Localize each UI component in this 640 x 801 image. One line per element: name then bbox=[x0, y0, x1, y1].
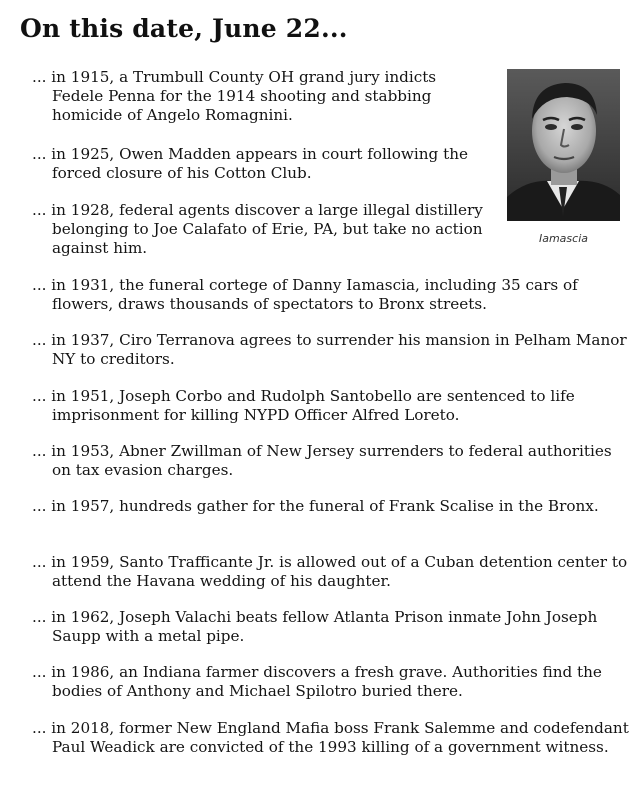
portrait-photo bbox=[507, 69, 620, 221]
entry-1951: ... in 1951, Joseph Corbo and Rudolph Santobello are sentenced to life imprisonment for killing NYPD Officer Alfred Loreto. bbox=[32, 387, 575, 424]
entry-1925: ... in 1925, Owen Madden appears in court following the forced closure of his Cotton Club. bbox=[32, 145, 468, 182]
entry-1915: ... in 1915, a Trumbull County OH grand jury indicts Fedele Penna for the 1914 shooting and stabbing homicide of Angelo Romagnini. bbox=[32, 68, 437, 124]
entry-1962: ... in 1962, Joseph Valachi beats fellow Atlanta Prison inmate John Joseph Saupp with a metal pipe. bbox=[32, 608, 598, 645]
entry-1937: ... in 1937, Ciro Terranova agrees to surrender his mansion in Pelham Manor NY to creditors. bbox=[32, 331, 627, 368]
entry-1928: ... in 1928, federal agents discover a large illegal distillery belonging to Joe Calafato of Erie, PA, but take no action against him. bbox=[32, 201, 483, 257]
entry-2018: ... in 2018, former New England Mafia boss Frank Salemme and codefendant Paul Weadick are convicted of the 1993 killing of a government witness. bbox=[32, 719, 629, 756]
photo-caption: Iamascia bbox=[538, 232, 589, 245]
entry-1959: ... in 1959, Santo Trafficante Jr. is allowed out of a Cuban detention center to attend the Havana wedding of his daughter. bbox=[32, 553, 628, 590]
entry-1986: ... in 1986, an Indiana farmer discovers a fresh grave. Authorities find the bodies of Anthony and Michael Spilotro buried there. bbox=[32, 663, 602, 700]
portrait-illustration bbox=[507, 69, 620, 221]
entry-1957: ... in 1957, hundreds gather for the funeral of Frank Scalise in the Bronx. bbox=[32, 497, 599, 515]
entry-1953: ... in 1953, Abner Zwillman of New Jersey surrenders to federal authorities on tax evasion charges. bbox=[32, 442, 612, 479]
entry-1931: ... in 1931, the funeral cortege of Danny Iamascia, including 35 cars of flowers, draws thousands of spectators to Bronx streets. bbox=[32, 276, 578, 313]
page-title: On this date, June 22... bbox=[20, 14, 348, 43]
